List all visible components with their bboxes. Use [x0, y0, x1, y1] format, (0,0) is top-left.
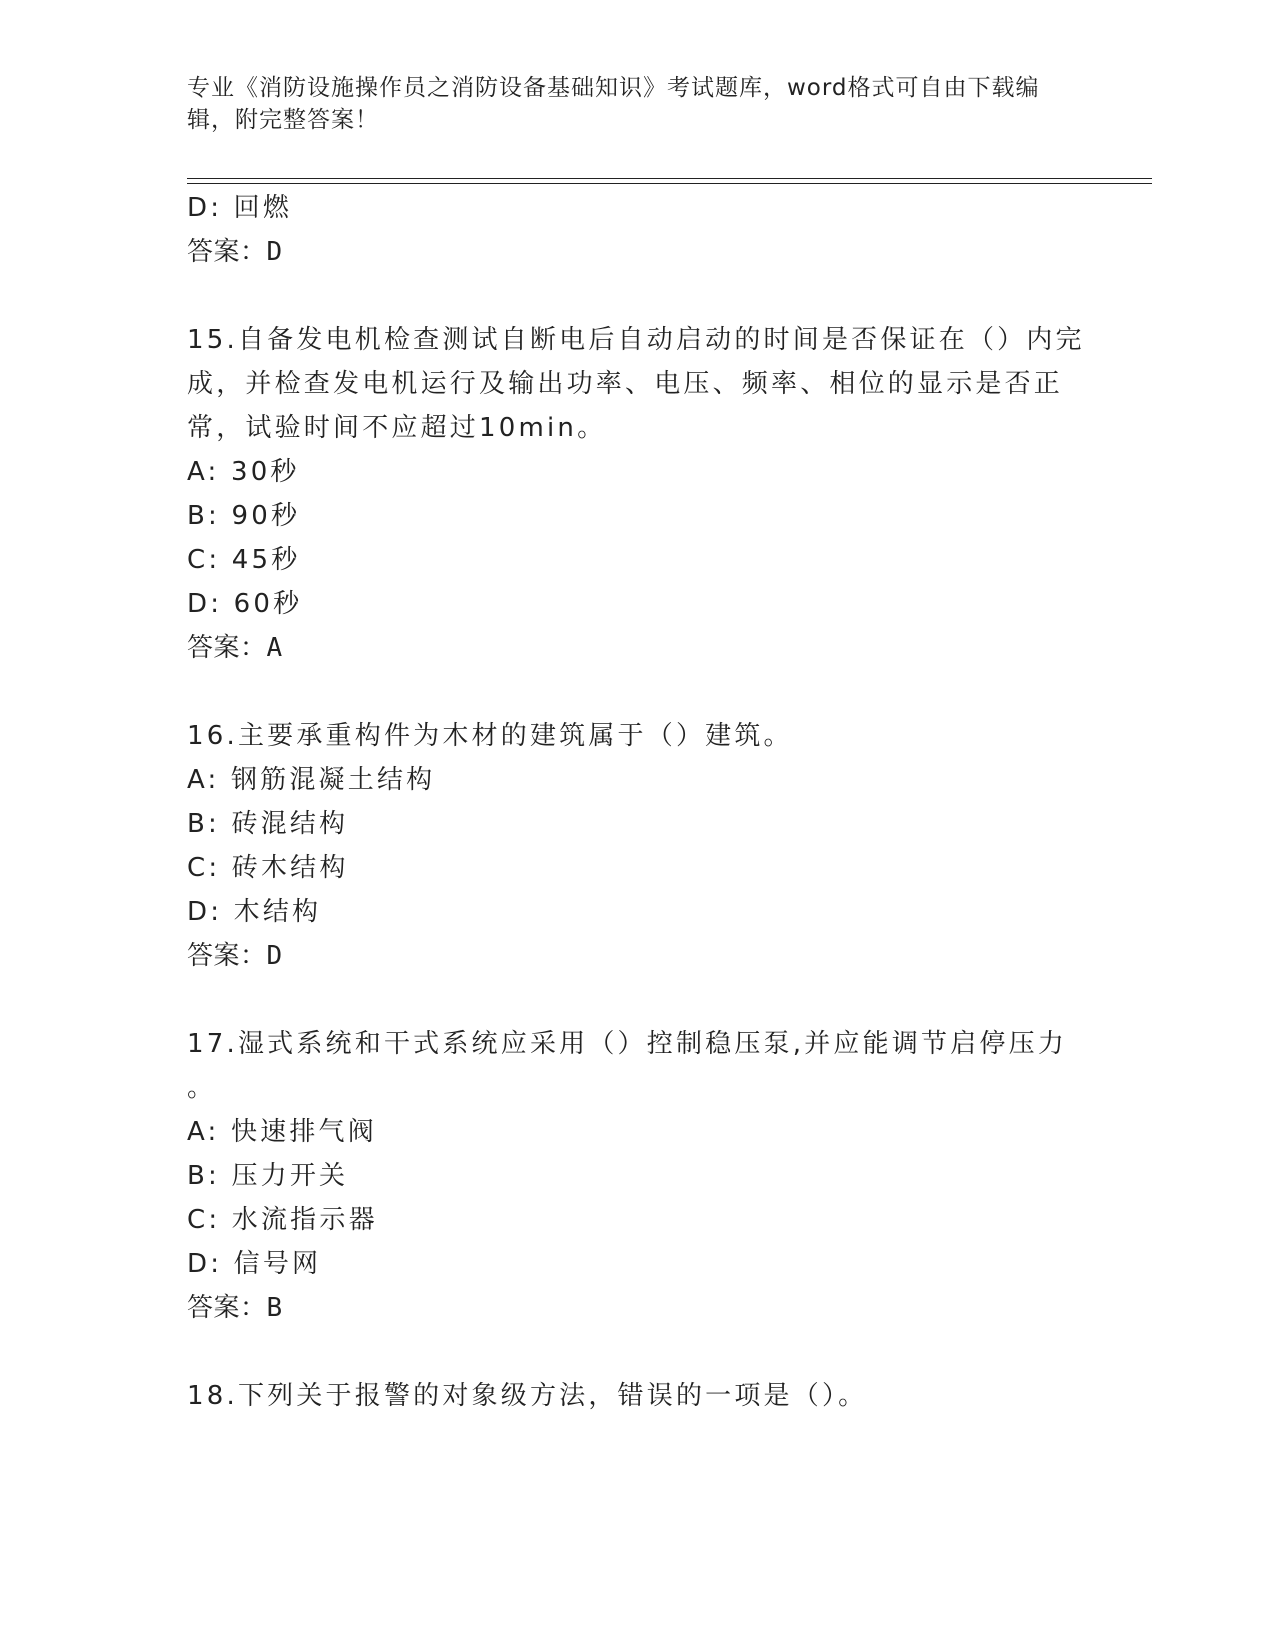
q15-stem-line-1: 15.自备发电机检查测试自断电后自动启动的时间是否保证在（）内完 [187, 325, 1085, 355]
q15-option-a: A: 30秒 [187, 457, 300, 487]
header-divider-bottom [187, 183, 1152, 184]
q17-option-c: C: 水流指示器 [187, 1205, 378, 1235]
q17-stem-line-2: 。 [187, 1073, 217, 1103]
header-divider-top [187, 178, 1152, 179]
q14-answer [187, 229, 283, 275]
answer-value: A [266, 633, 283, 663]
header-line-2: 辑，附完整答案！ [187, 107, 379, 133]
q17-stem-line-1: 17.湿式系统和干式系统应采用（）控制稳压泵,并应能调节启停压力 [187, 1029, 1068, 1059]
q15-option-c: C: 45秒 [187, 545, 301, 575]
q15-option-b: B: 90秒 [187, 501, 301, 531]
q14-option-d: D: 回燃 [187, 193, 293, 223]
answer-label: 答案： [187, 237, 267, 267]
answer-value: D [266, 941, 283, 971]
q18-stem-line-1: 18.下列关于报警的对象级方法，错误的一项是（）。 [187, 1381, 868, 1411]
q16-option-c: C: 砖木结构 [187, 853, 349, 883]
q15-stem-line-3: 常，试验时间不应超过10min。 [187, 413, 607, 443]
header-line-1: 专业《消防设施操作员之消防设备基础知识》考试题库，word格式可自由下载编 [187, 75, 1040, 101]
q17-option-a: A: 快速排气阀 [187, 1117, 377, 1147]
q16-option-d: D: 木结构 [187, 897, 322, 927]
q17-option-d: D: 信号网 [187, 1249, 322, 1279]
answer-label: 答案： [187, 941, 267, 971]
q17-option-b: B: 压力开关 [187, 1161, 349, 1191]
document-header [187, 72, 1067, 136]
q15-stem-line-2: 成，并检查发电机运行及输出功率、电压、频率、相位的显示是否正 [187, 369, 1064, 399]
answer-label: 答案： [187, 633, 267, 663]
q17-answer [187, 1285, 283, 1331]
answer-value: D [266, 237, 283, 267]
q15-option-d: D: 60秒 [187, 589, 303, 619]
q16-stem-line-1: 16.主要承重构件为木材的建筑属于（）建筑。 [187, 721, 793, 751]
q16-option-a: A: 钢筋混凝土结构 [187, 765, 436, 795]
answer-label: 答案： [187, 1293, 267, 1323]
q16-answer [187, 933, 283, 979]
q16-option-b: B: 砖混结构 [187, 809, 349, 839]
answer-value: B [266, 1293, 283, 1323]
q15-answer [187, 625, 283, 671]
